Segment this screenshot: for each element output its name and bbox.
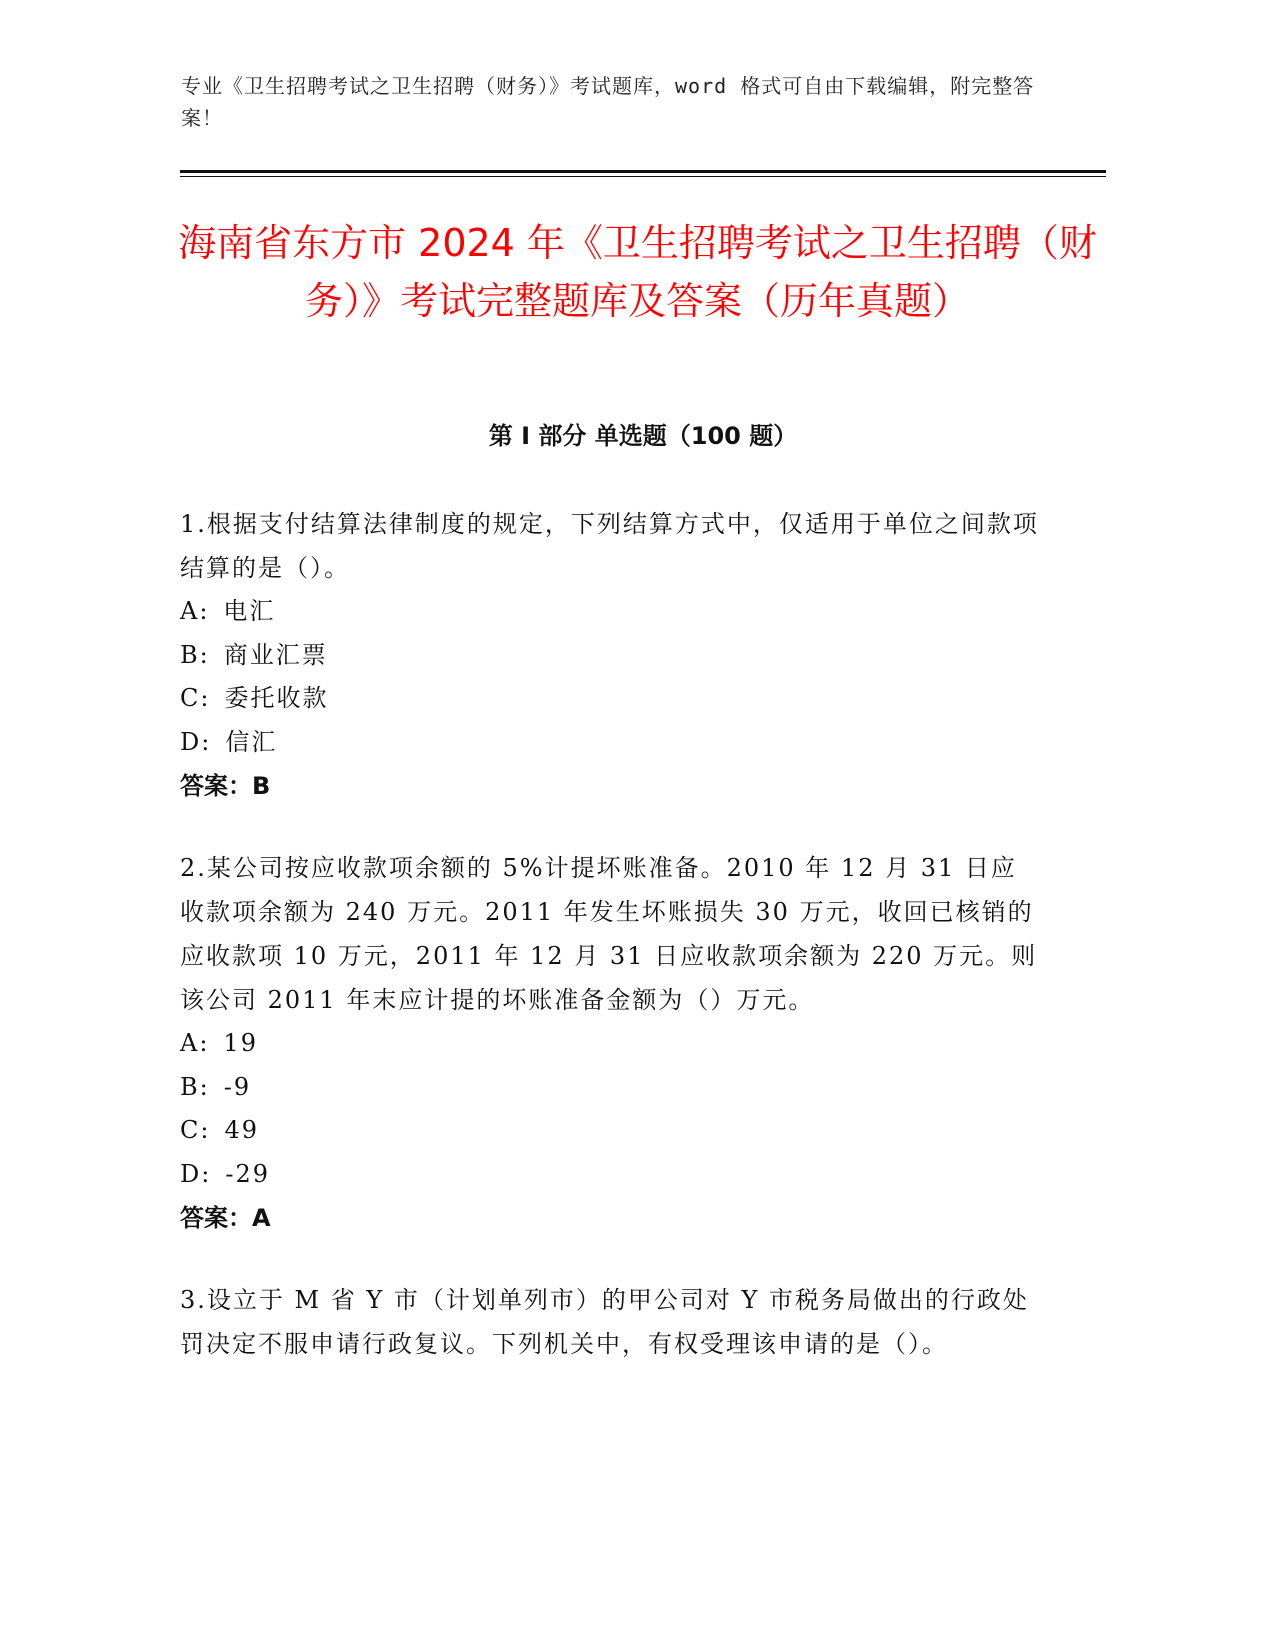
- document-title: 海南省东方市 2024 年《卫生招聘考试之卫生招聘（财务）》考试完整题库及答案（历年真题）: [178, 221, 1097, 323]
- option-text: 委托收款: [224, 684, 329, 712]
- option-c: [180, 677, 1040, 721]
- question-stem: 3.设立于 M 省 Y 市（计划单列市）的甲公司对 Y 市税务局做出的行政处罚决定不服申请行政复议。下列机关中，有权受理该申请的是（）。: [180, 1286, 1029, 1358]
- option-b: [180, 634, 1040, 678]
- option-a: [180, 590, 1040, 634]
- question-stem: 2.某公司按应收款项余额的 5%计提坏账准备。2010 年 12 月 31 日应收款项余额为 240 万元。2011 年发生坏账损失 30 万元，收回已核销的应收款项 10 万元，2011 年 12 月 31 日应收款项余额为 220 万元。则该公司 2011 年末应计提的坏账准备金额为（）万元。: [180, 854, 1038, 1014]
- option-text: 商业汇票: [223, 640, 328, 669]
- section-heading: 第 I 部分 单选题（100 题）: [488, 422, 798, 450]
- question-stem: 1.根据支付结算法律制度的规定，下列结算方式中，仅适用于单位之间款项结算的是（）。: [180, 510, 1039, 582]
- option-text: -29: [225, 1159, 270, 1188]
- answer: 答案：B: [180, 772, 271, 800]
- option-key: A:: [180, 597, 210, 625]
- option-key: C:: [180, 1116, 211, 1144]
- option-key: A:: [180, 1029, 210, 1057]
- question-3: [180, 1278, 1040, 1366]
- question-list: [180, 502, 1040, 1404]
- option-key: C:: [180, 684, 211, 712]
- header-note: 专业《卫生招聘考试之卫生招聘（财务）》考试题库，word 格式可自由下载编辑，附完整答案！: [181, 74, 1035, 130]
- option-text: 49: [224, 1116, 259, 1144]
- option-b: [180, 1066, 1040, 1110]
- answer: 答案：A: [180, 1204, 271, 1232]
- option-text: 信汇: [225, 727, 278, 756]
- option-c: [180, 1109, 1040, 1153]
- option-key: D:: [180, 727, 212, 756]
- option-text: 19: [223, 1029, 258, 1057]
- header-divider-thin: [180, 176, 1106, 177]
- option-a: [180, 1022, 1040, 1066]
- option-d: [180, 1153, 1040, 1197]
- option-text: -9: [223, 1072, 252, 1101]
- question-2: [180, 846, 1040, 1240]
- option-key: B:: [180, 1072, 210, 1101]
- question-1: [180, 502, 1040, 808]
- header-divider-thick: [180, 170, 1106, 173]
- option-key: B:: [180, 640, 210, 669]
- option-key: D:: [180, 1159, 212, 1188]
- option-text: 电汇: [223, 597, 276, 625]
- option-d: [180, 721, 1040, 765]
